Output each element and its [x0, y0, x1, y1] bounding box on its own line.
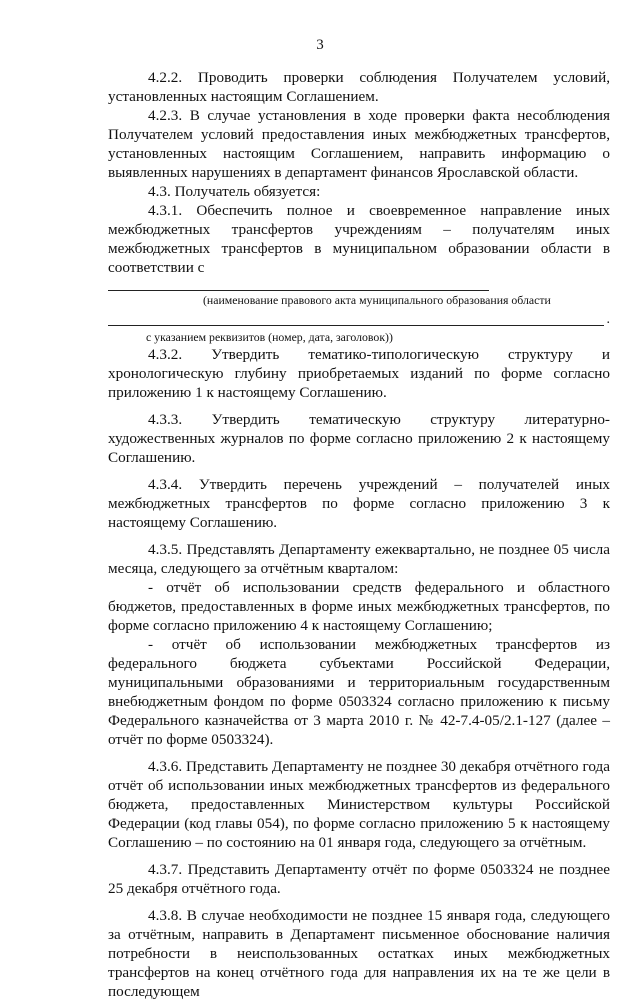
- clause-4-3-2: 4.3.2. Утвердить тематико-типологическую структуру и хронологическую глубину приобретаемых изданий по форме согласно приложению 1 к настоящему Соглашению.: [108, 346, 610, 401]
- blank-underline-1: [108, 290, 489, 291]
- blank-field: [108, 290, 610, 345]
- clause-4-2-2: 4.2.2. Проводить проверки соблюдения Получателем условий, установленных настоящим Соглашением.: [108, 69, 610, 105]
- report-item-2: - отчёт об использовании межбюджетных трансфертов из федерального бюджета субъектами Российской Федерации, муниципальными образованиями и территориальным государственным внебюджетным фондом по форме 0503324 согласно приложению к письму Федерального казначейства от 3 марта 2010 г. № 42-7.4-05/2.1-127 (далее – отчёт по форме 0503324).: [108, 636, 610, 748]
- clause-4-3-4: 4.3.4. Утвердить перечень учреждений – получателей иных межбюджетных трансфертов по форме согласно приложению 3 к настоящему Соглашению.: [108, 476, 610, 531]
- blank-caption-1: (наименование правового акта муниципального образования области: [203, 293, 551, 307]
- clause-4-3-7: 4.3.7. Представить Департаменту отчёт по форме 0503324 не позднее 25 декабря отчётного года.: [108, 861, 610, 897]
- page-number: 3: [316, 37, 324, 53]
- clause-4-2-3: 4.2.3. В случае установления в ходе проверки факта несоблюдения Получателем условий предоставления иных межбюджетных трансфертов, установленных настоящим Соглашением, направить информацию о выявленных нарушениях в департамент финансов Ярославской области.: [108, 107, 610, 181]
- clause-4-3-8: 4.3.8. В случае необходимости не позднее 15 января года, следующего за отчётным, направить в Департамент письменное обоснование наличия потребности в неиспользованных остатках иных межбюджетных трансфертов на конец отчётного года для направления их на те же цели в последующем: [108, 907, 610, 1000]
- document-body: [108, 68, 610, 1001]
- blank-row-2: [108, 308, 610, 330]
- clause-4-3: 4.3. Получатель обязуется:: [148, 183, 321, 200]
- blank-caption-2: с указанием реквизитов (номер, дата, заголовок)): [146, 330, 393, 344]
- clause-4-3-6: 4.3.6. Представить Департаменту не позднее 30 декабря отчётного года отчёт об использовании иных межбюджетных трансфертов из федерального бюджета, предоставленных Министерством культуры Российской Федерации (код главы 054), по форме согласно приложению 5 к настоящему Соглашению – по состоянию на 01 января года, следующего за отчётным.: [108, 758, 610, 851]
- blank-trailing-dot: .: [606, 312, 610, 327]
- clause-4-3-1: 4.3.1. Обеспечить полное и своевременное направление иных межбюджетных трансфертов учреждениям – получателям иных межбюджетных трансфертов в муниципальном образовании области в соответствии с: [108, 202, 610, 276]
- clause-4-3-5: 4.3.5. Представлять Департаменту ежеквартально, не позднее 05 числа месяца, следующего за отчётным кварталом:: [108, 541, 610, 577]
- clause-4-3-3: 4.3.3. Утвердить тематическую структуру литературно-художественных журналов по форме согласно приложению 2 к настоящему Соглашению.: [108, 411, 610, 466]
- blank-underline-2: [108, 325, 604, 326]
- report-item-1: - отчёт об использовании средств федерального и областного бюджетов, предоставленных в форме иных межбюджетных трансфертов, по форме согласно приложению 4 к настоящему Соглашению;: [108, 579, 610, 634]
